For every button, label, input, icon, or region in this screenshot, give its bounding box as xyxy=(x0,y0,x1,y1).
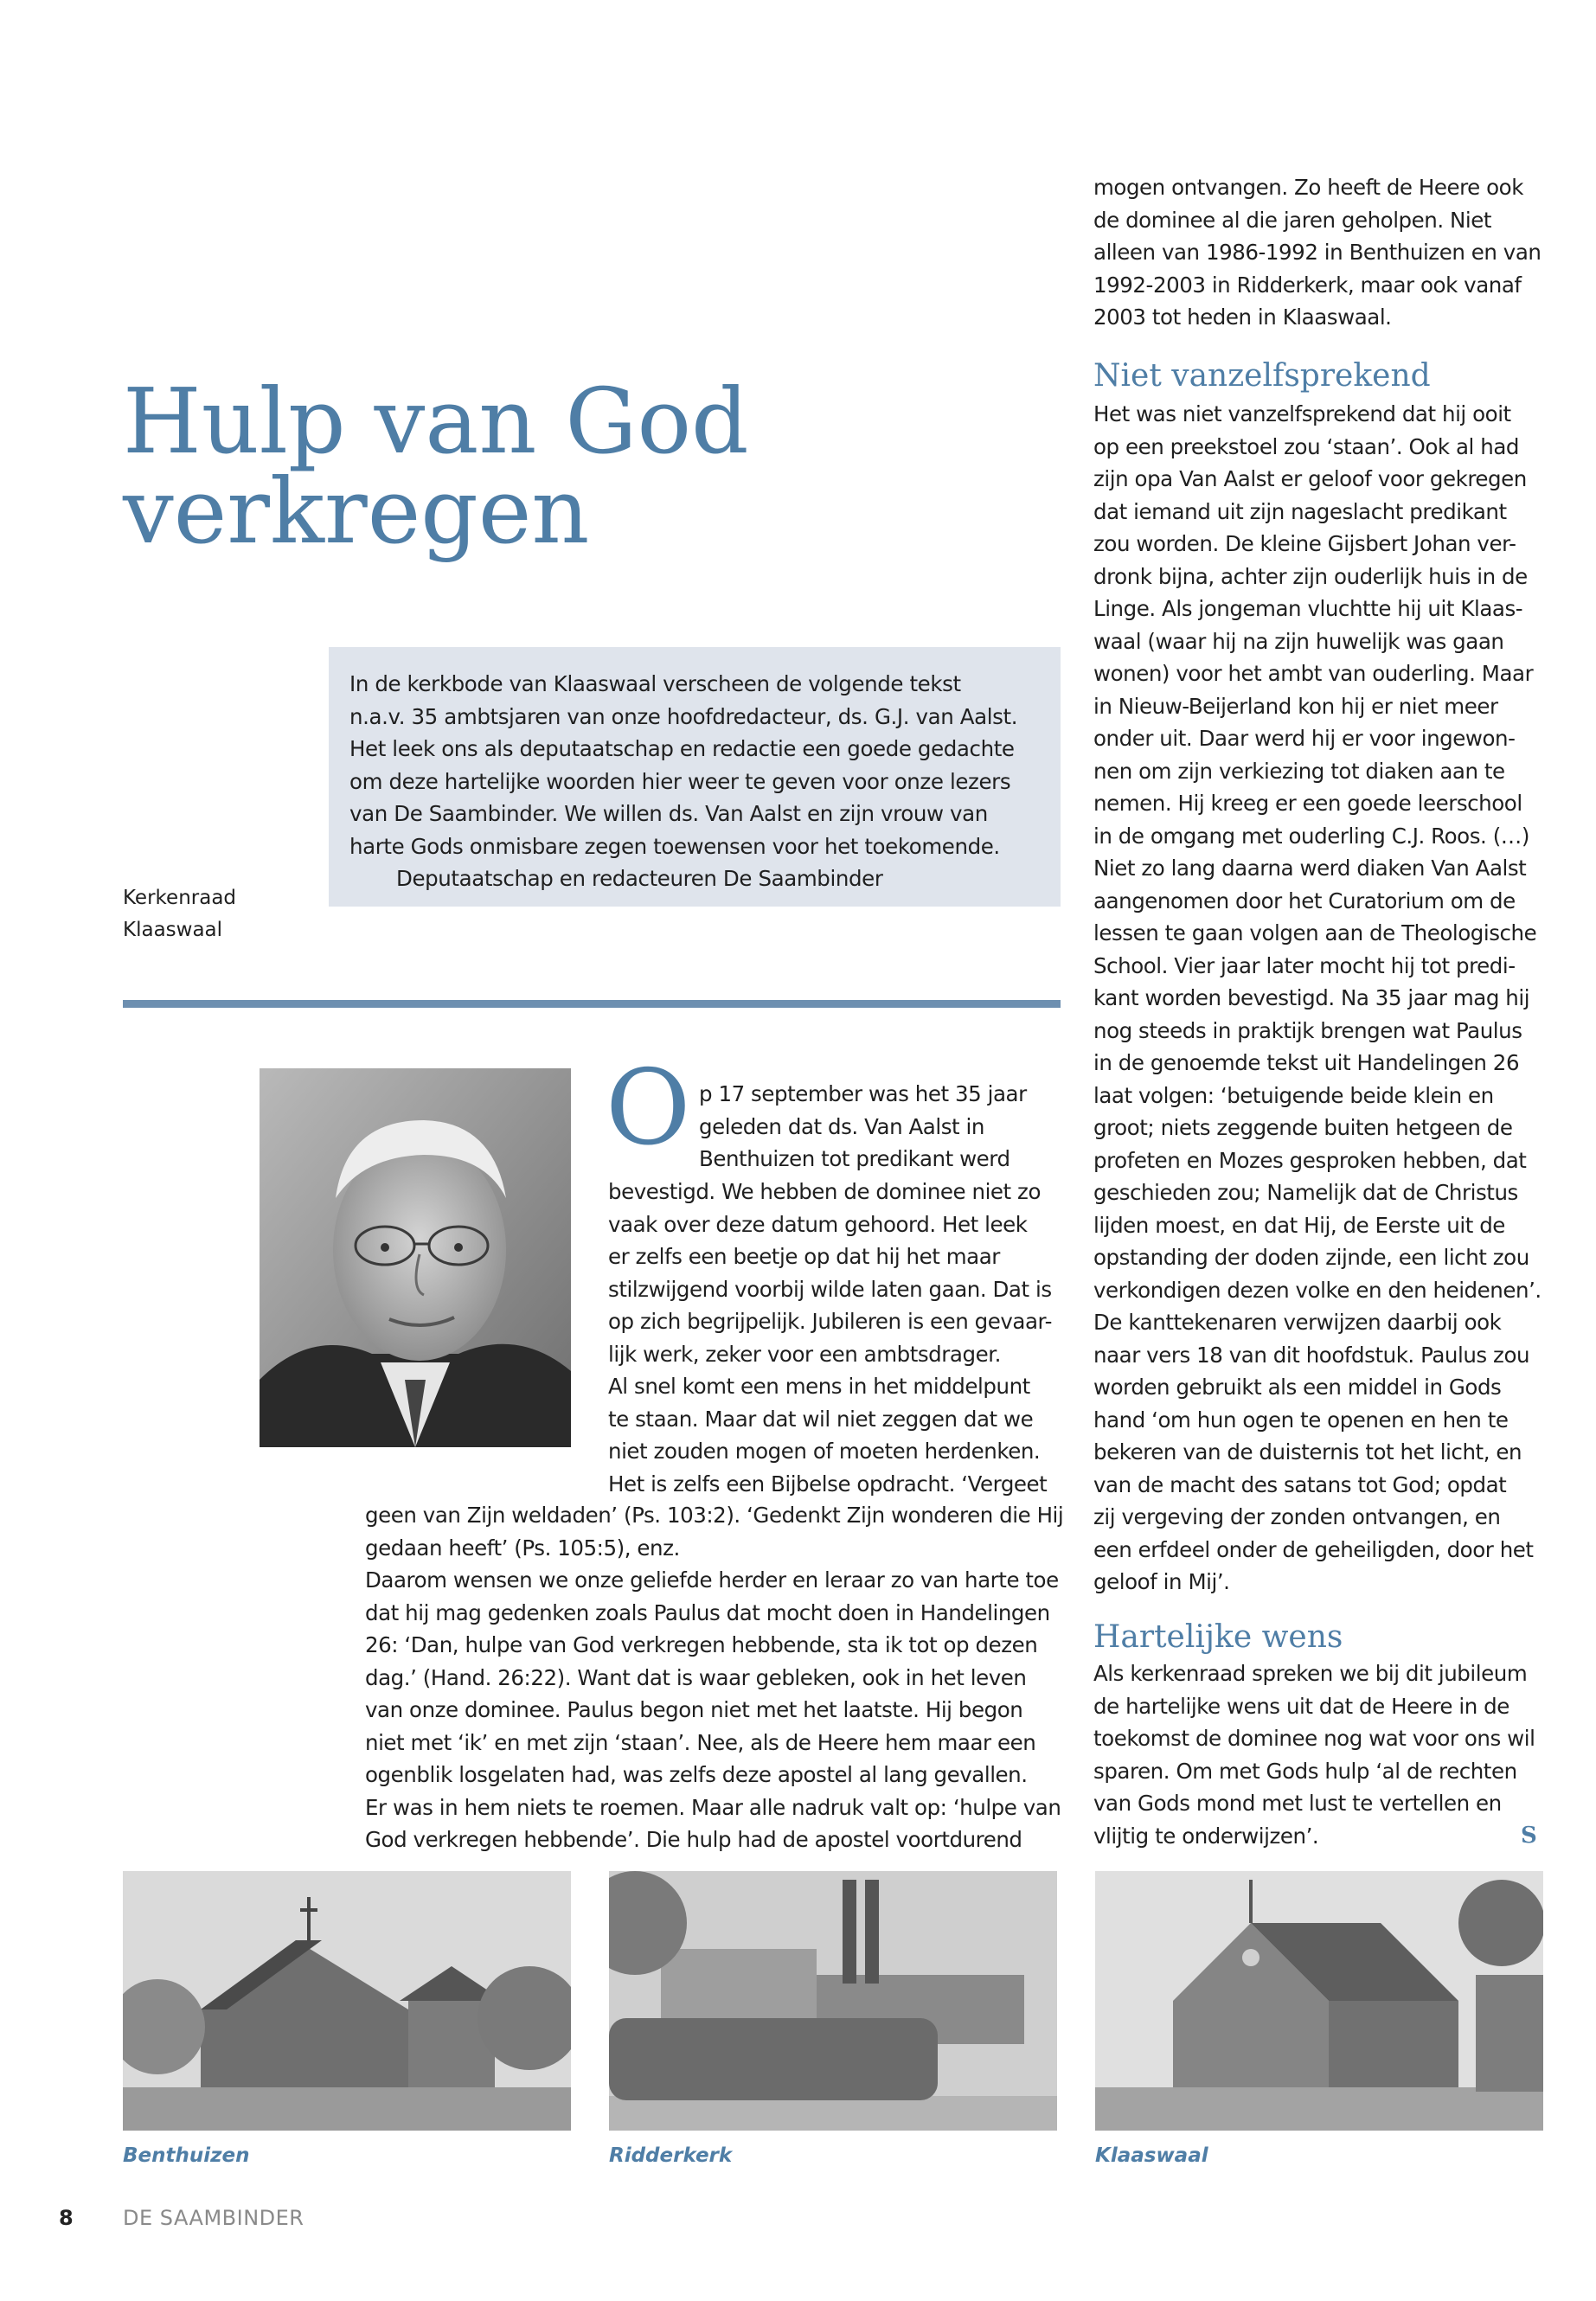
text-line: geen van Zijn weldaden’ (Ps. 103:2). ‘Gedenkt Zijn wonderen die Hij xyxy=(365,1503,1064,1528)
text-line: Niet zo lang daarna werd diaken Van Aalst xyxy=(1093,856,1527,881)
text-line: kant worden bevestigd. Na 35 jaar mag hij xyxy=(1093,985,1530,1010)
text-line: vlijtig te onderwijzen’. xyxy=(1093,1823,1319,1849)
text-line: op een preekstoel zou ‘staan’. Ook al had xyxy=(1093,433,1519,459)
text-line: zij vergeving der zonden ontvangen, en xyxy=(1093,1504,1501,1529)
section-divider xyxy=(123,1000,1061,1008)
caption-ridderkerk: Ridderkerk xyxy=(609,2144,733,2167)
text-line: nog steeds in praktijk brengen wat Paulus xyxy=(1093,1017,1522,1043)
text-line: lessen te gaan volgen aan de Theologische xyxy=(1093,920,1537,945)
text-line: worden gebruikt als een middel in Gods xyxy=(1093,1375,1502,1400)
title-line-1: Hulp van God xyxy=(123,369,749,474)
text-line: 1992-2003 in Ridderkerk, maar ook vanaf xyxy=(1093,272,1522,298)
intro-line: n.a.v. 35 ambtsjaren van onze hoofdredacteur, ds. G.J. van Aalst. xyxy=(349,703,1018,729)
church-illustration xyxy=(609,1871,1057,2131)
drop-cap: O xyxy=(606,1048,691,1169)
text-line: in de omgang met ouderling C.J. Roos. (…) xyxy=(1093,823,1529,849)
text-line: zou worden. De kleine Gijsbert Johan ver- xyxy=(1093,531,1516,556)
text-line: nemen. Hij kreeg er een goede leerschool xyxy=(1093,791,1522,816)
intro-signature: Deputaatschap en redacteuren De Saambinder xyxy=(396,866,883,891)
portrait-photo xyxy=(260,1068,571,1447)
intro-box xyxy=(329,647,1061,907)
page-title xyxy=(123,369,988,564)
portrait-illustration xyxy=(260,1068,571,1447)
text-line: lijden moest, en dat Hij, de Eerste uit de xyxy=(1093,1212,1505,1238)
text-line: Benthuizen tot predikant werd xyxy=(699,1146,1010,1171)
text-line: gedaan heeft’ (Ps. 105:5), enz. xyxy=(365,1535,680,1561)
text-line: wonen) voor het ambt van ouderling. Maar xyxy=(1093,661,1534,686)
text-line: vaak over deze datum gehoord. Het leek xyxy=(608,1211,1028,1237)
text-line: p 17 september was het 35 jaar xyxy=(699,1081,1027,1106)
section-heading-niet-vanzelfsprekend: Niet vanzelfsprekend xyxy=(1093,358,1431,394)
text-line: bekeren van de duisternis tot het licht, en xyxy=(1093,1439,1522,1465)
text-line: er zelfs een beetje op dat hij het maar xyxy=(608,1244,1000,1269)
text-line: mogen ontvangen. Zo heeft de Heere ook xyxy=(1093,175,1523,200)
end-mark-icon: S xyxy=(1521,1823,1537,1849)
text-line: alleen van 1986-1992 in Benthuizen en van xyxy=(1093,240,1542,265)
body-column-a xyxy=(699,1078,1062,1176)
text-line: Het was niet vanzelfsprekend dat hij ooit xyxy=(1093,401,1511,426)
text-line: De kanttekenaren verwijzen daarbij ook xyxy=(1093,1310,1502,1335)
right-column-middle xyxy=(1093,398,1561,1599)
text-line: op zich begrijpelijk. Jubileren is een gevaar- xyxy=(608,1309,1052,1334)
church-illustration xyxy=(123,1871,571,2131)
text-line: van onze dominee. Paulus begon niet met het laatste. Hij begon xyxy=(365,1697,1023,1722)
text-line: geschieden zou; Namelijk dat de Christus xyxy=(1093,1180,1518,1205)
text-line: God verkregen hebbende’. Die hulp had de apostel voortdurend xyxy=(365,1827,1022,1852)
magazine-name: DE SAAMBINDER xyxy=(123,2206,304,2230)
church-photo-klaaswaal xyxy=(1095,1871,1543,2131)
text-line: Daarom wensen we onze geliefde herder en leraar zo van harte toe xyxy=(365,1567,1059,1593)
text-line: 26: ‘Dan, hulpe van God verkregen hebbende, sta ik tot op dezen xyxy=(365,1632,1038,1657)
right-column-bottom xyxy=(1093,1657,1561,1852)
church-photo-ridderkerk xyxy=(609,1871,1057,2131)
text-line: bevestigd. We hebben de dominee niet zo xyxy=(608,1179,1041,1204)
text-line: profeten en Mozes gesproken hebben, dat xyxy=(1093,1147,1527,1173)
text-line: te staan. Maar dat wil niet zeggen dat we xyxy=(608,1406,1034,1432)
text-line: ogenblik losgelaten had, was zelfs deze apostel al lang gevallen. xyxy=(365,1762,1028,1787)
author-byline xyxy=(123,882,236,946)
intro-line: om deze hartelijke woorden hier weer te geven voor onze lezers xyxy=(349,768,1011,794)
text-line: onder uit. Daar werd hij er voor ingewon- xyxy=(1093,726,1516,751)
right-column-top xyxy=(1093,171,1561,334)
author-line-1: Kerkenraad xyxy=(123,887,237,909)
text-line: lijk werk, zeker voor een ambtsdrager. xyxy=(608,1341,1001,1367)
text-line: niet met ‘ik’ en met zijn ‘staan’. Nee, als de Heere hem maar een xyxy=(365,1729,1036,1755)
intro-text xyxy=(349,668,1042,895)
caption-benthuizen: Benthuizen xyxy=(123,2144,250,2167)
text-line: geloof in Mij’. xyxy=(1093,1569,1230,1594)
church-illustration xyxy=(1095,1871,1543,2131)
intro-line: Het leek ons als deputaatschap en redactie een goede gedachte xyxy=(349,736,1015,761)
text-line: geleden dat ds. Van Aalst in xyxy=(699,1113,984,1139)
text-line: zijn opa Van Aalst er geloof voor gekregen xyxy=(1093,466,1527,491)
text-line: nen om zijn verkiezing tot diaken aan te xyxy=(1093,758,1505,784)
caption-klaaswaal: Klaaswaal xyxy=(1095,2144,1208,2167)
text-line: naar vers 18 van dit hoofdstuk. Paulus zou xyxy=(1093,1342,1530,1368)
text-line: van Gods mond met lust te vertellen en xyxy=(1093,1791,1502,1816)
body-column-c xyxy=(365,1499,1066,1856)
text-line: in de genoemde tekst uit Handelingen 26 xyxy=(1093,1050,1520,1075)
text-line: dronk bijna, achter zijn ouderlijk huis in de xyxy=(1093,563,1528,589)
text-line: Linge. Als jongeman vluchtte hij uit Klaas- xyxy=(1093,596,1523,621)
text-line: waal (waar hij na zijn huwelijk was gaan xyxy=(1093,628,1504,654)
text-line: Al snel komt een mens in het middelpunt xyxy=(608,1374,1030,1399)
text-line: een erfdeel onder de geheiligden, door het xyxy=(1093,1536,1534,1562)
intro-line: van De Saambinder. We willen ds. Van Aalst en zijn vrouw van xyxy=(349,801,988,826)
text-line: groot; niets zeggende buiten hetgeen de xyxy=(1093,1115,1513,1140)
text-line: de dominee al die jaren geholpen. Niet xyxy=(1093,207,1492,233)
text-line: niet zouden mogen of moeten herdenken. xyxy=(608,1439,1041,1464)
intro-line: harte Gods onmisbare zegen toewensen voor het toekomende. xyxy=(349,833,1000,859)
author-line-2: Klaaswaal xyxy=(123,919,223,941)
text-line: aangenomen door het Curatorium om de xyxy=(1093,888,1516,913)
text-line: opstanding der doden zijnde, een licht zou xyxy=(1093,1245,1529,1270)
text-line: in Nieuw-Beijerland kon hij er niet meer xyxy=(1093,693,1498,719)
text-line: van de macht des satans tot God; opdat xyxy=(1093,1471,1507,1497)
section-heading-hartelijke-wens: Hartelijke wens xyxy=(1093,1619,1343,1655)
text-line: Er was in hem niets te roemen. Maar alle nadruk valt op: ‘hulpe van xyxy=(365,1794,1061,1820)
intro-line: In de kerkbode van Klaaswaal verscheen de volgende tekst xyxy=(349,671,961,696)
text-line: verkondigen dezen volke en den heidenen’. xyxy=(1093,1277,1542,1303)
text-line: stilzwijgend voorbij wilde laten gaan. Dat is xyxy=(608,1276,1052,1302)
text-line: dat hij mag gedenken zoals Paulus dat mocht doen in Handelingen xyxy=(365,1599,1050,1625)
church-photo-benthuizen xyxy=(123,1871,571,2131)
text-line: laat volgen: ‘betuigende beide klein en xyxy=(1093,1082,1494,1108)
text-line: hand ‘om hun ogen te openen en hen te xyxy=(1093,1407,1509,1433)
text-line: School. Vier jaar later mocht hij tot predi- xyxy=(1093,952,1516,978)
text-line: 2003 tot heden in Klaaswaal. xyxy=(1093,304,1392,330)
page-number: 8 xyxy=(59,2206,74,2230)
text-line: Het is zelfs een Bijbelse opdracht. ‘Vergeet xyxy=(608,1471,1048,1497)
text-line: toekomst de dominee nog wat voor ons wil xyxy=(1093,1726,1535,1751)
body-column-b xyxy=(608,1176,1062,1500)
text-line: de hartelijke wens uit dat de Heere in de xyxy=(1093,1693,1509,1719)
text-line: Als kerkenraad spreken we bij dit jubileum xyxy=(1093,1661,1528,1686)
text-line: sparen. Om met Gods hulp ‘al de rechten xyxy=(1093,1758,1517,1784)
text-line: dat iemand uit zijn nageslacht predikant xyxy=(1093,498,1507,524)
text-line: dag.’ (Hand. 26:22). Want dat is waar gebleken, ook in het leven xyxy=(365,1664,1027,1690)
title-line-2: verkregen xyxy=(123,458,590,564)
